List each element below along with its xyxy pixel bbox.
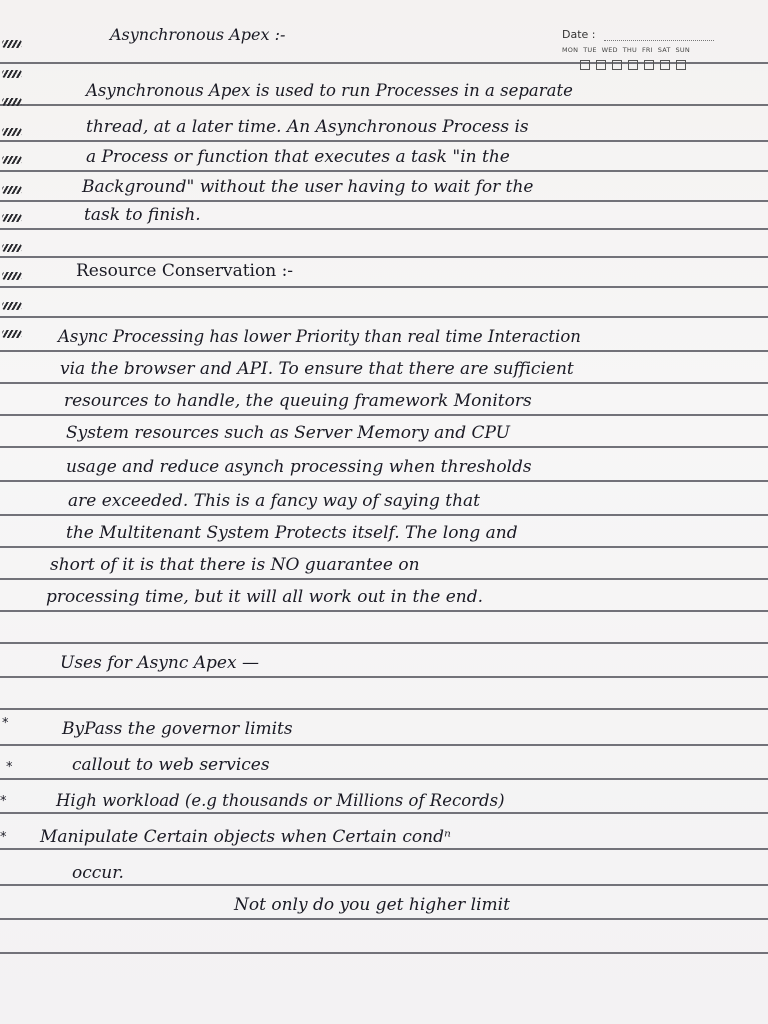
uses-item: Manipulate Certain objects when Certain condⁿ — [40, 827, 451, 847]
rule-line — [0, 578, 768, 580]
rule-line — [0, 228, 768, 230]
weekday-box — [580, 60, 590, 70]
spiral-ring — [2, 186, 22, 194]
weekday-label: TUE — [583, 46, 597, 54]
section-heading-uses: Uses for Async Apex — — [60, 653, 259, 673]
spiral-ring — [2, 330, 22, 338]
rule-line — [0, 104, 768, 106]
rule-line — [0, 546, 768, 548]
rule-line — [0, 140, 768, 142]
resource-line: System resources such as Server Memory and CPU — [66, 423, 510, 443]
section-heading-resource: Resource Conservation :- — [76, 261, 294, 281]
rule-line — [0, 610, 768, 612]
weekday-checkboxes — [580, 60, 686, 70]
rule-line — [0, 256, 768, 258]
weekday-box — [660, 60, 670, 70]
rule-line — [0, 286, 768, 288]
weekday-label: WED — [601, 46, 618, 54]
rule-line — [0, 744, 768, 746]
resource-line: processing time, but it will all work out in the end. — [46, 587, 483, 607]
rule-line — [0, 952, 768, 954]
rule-line — [0, 414, 768, 416]
spiral-ring — [2, 98, 22, 106]
intro-line: thread, at a later time. An Asynchronous Process is — [86, 117, 529, 137]
bullet-star-icon: * — [0, 830, 7, 845]
bullet-star-icon: * — [6, 760, 13, 775]
rule-line — [0, 918, 768, 920]
spiral-ring — [2, 70, 22, 78]
rule-line — [0, 778, 768, 780]
rule-line — [0, 316, 768, 318]
rule-line — [0, 382, 768, 384]
spiral-ring — [2, 302, 22, 310]
uses-item: High workload (e.g thousands or Millions of Records) — [56, 791, 505, 810]
resource-line: short of it is that there is NO guarantee on — [50, 555, 420, 575]
intro-line: Background" without the user having to wait for the — [82, 177, 534, 197]
rule-line — [0, 708, 768, 710]
weekday-box — [644, 60, 654, 70]
rule-line — [0, 200, 768, 202]
weekday-box — [676, 60, 686, 70]
weekday-label: SAT — [657, 46, 671, 54]
weekday-box — [628, 60, 638, 70]
date-line — [604, 40, 714, 41]
weekday-box — [612, 60, 622, 70]
resource-line: usage and reduce asynch processing when thresholds — [66, 457, 532, 477]
final-line: Not only do you get higher limit — [234, 895, 510, 915]
rule-line — [0, 170, 768, 172]
resource-line: via the browser and API. To ensure that there are sufficient — [60, 359, 574, 379]
spiral-ring — [2, 156, 22, 164]
spiral-ring — [2, 214, 22, 222]
rule-line — [0, 350, 768, 352]
spiral-binding — [0, 40, 26, 370]
date-label: Date : — [562, 28, 596, 41]
spiral-ring — [2, 128, 22, 136]
weekday-label: MON — [562, 46, 579, 54]
spiral-ring — [2, 244, 22, 252]
resource-line: resources to handle, the queuing framework Monitors — [64, 391, 532, 411]
spiral-ring — [2, 272, 22, 280]
weekday-box — [596, 60, 606, 70]
weekday-label: FRI — [641, 46, 653, 54]
rule-line — [0, 812, 768, 814]
intro-line: Asynchronous Apex is used to run Processes in a separate — [86, 81, 573, 100]
resource-line: are exceeded. This is a fancy way of saying that — [68, 491, 481, 511]
resource-line: the Multitenant System Protects itself. The long and — [66, 523, 518, 543]
rule-line — [0, 676, 768, 678]
weekday-label: SUN — [675, 46, 690, 54]
date-field — [560, 26, 730, 80]
page-title: Asynchronous Apex :- — [110, 25, 286, 44]
intro-line: a Process or function that executes a task "in the — [86, 147, 510, 167]
rule-line — [0, 884, 768, 886]
rule-line — [0, 848, 768, 850]
uses-item-continuation: occur. — [72, 863, 124, 883]
rule-line — [0, 642, 768, 644]
rule-line — [0, 514, 768, 516]
rule-line — [0, 480, 768, 482]
intro-line: task to finish. — [84, 205, 201, 225]
weekday-label: THU — [622, 46, 637, 54]
resource-line: Async Processing has lower Priority than real time Interaction — [58, 327, 581, 346]
bullet-star-icon: * — [2, 716, 9, 731]
rule-line — [0, 446, 768, 448]
uses-item: ByPass the governor limits — [62, 719, 293, 739]
spiral-ring — [2, 40, 22, 48]
uses-item: callout to web services — [72, 755, 270, 775]
weekday-labels — [562, 46, 690, 54]
bullet-star-icon: * — [0, 794, 7, 809]
